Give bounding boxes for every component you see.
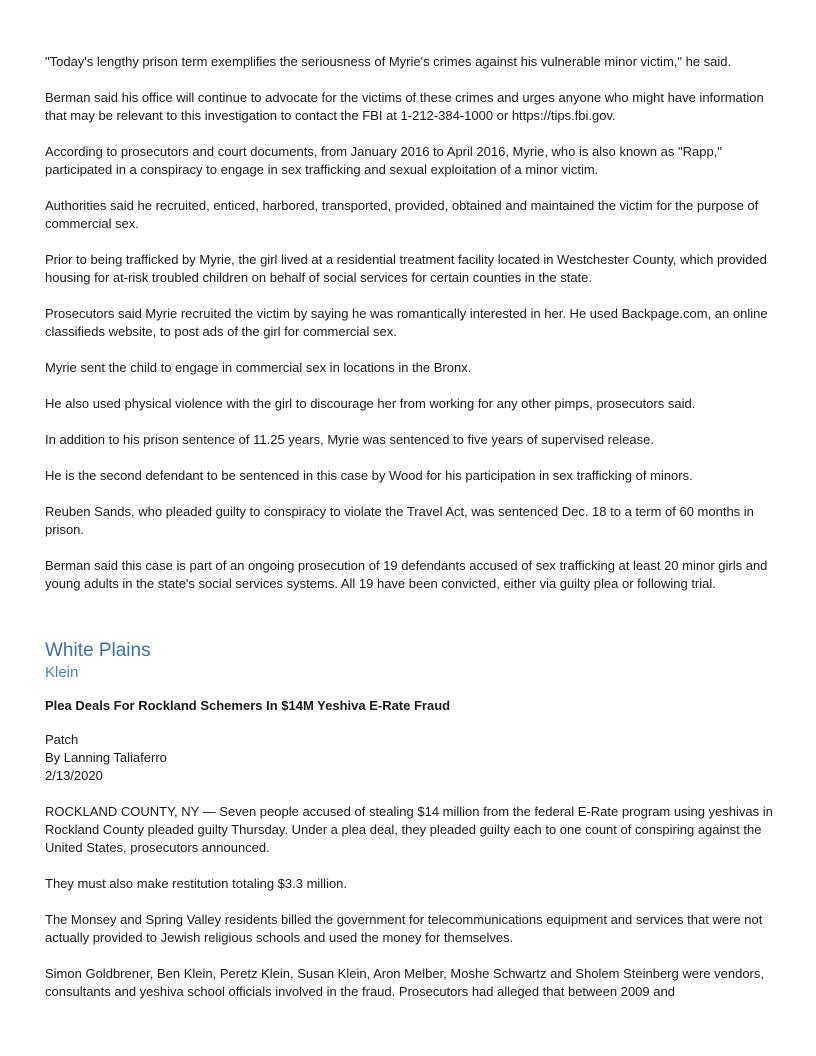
paragraph: Berman said his office will continue to advocate for the victims of these crimes and urges anyone who might have information that may be relevant to this investigation to contact the FBI at 1-212-384-1000 or https://tips.fbi.gov. <box>45 90 764 123</box>
article-byline: By Lanning Taliaferro <box>45 750 167 765</box>
paragraph: Berman said this case is part of an ongoing prosecution of 19 defendants accused of sex trafficking at least 20 minor girls and young adults in the state's social services systems. All 19 have been convicted, either via guilty plea or following trial. <box>45 558 768 591</box>
paragraph: "Today's lengthy prison term exemplifies the seriousness of Myrie's crimes against his vulnerable minor victim," he said. <box>45 54 732 69</box>
article-headline: Plea Deals For Rockland Schemers In $14M Yeshiva E-Rate Fraud <box>45 698 451 713</box>
article-source: Patch <box>45 732 79 747</box>
document-page <box>45 53 775 1019</box>
article-date: 2/13/2020 <box>45 768 103 783</box>
paragraph: Simon Goldbrener, Ben Klein, Peretz Klein, Susan Klein, Aron Melber, Moshe Schwartz and Sholem Steinberg were vendors, consultants and yeshiva school officials involved in the fraud. Prosecutors had alleged that between 2009 and <box>45 966 764 999</box>
paragraph: They must also make restitution totaling $3.3 million. <box>45 876 348 891</box>
section-white-plains <box>45 639 775 1001</box>
article-meta <box>45 731 775 785</box>
paragraph: Reuben Sands, who pleaded guilty to conspiracy to violate the Travel Act, was sentenced Dec. 18 to a term of 60 months in prison. <box>45 504 754 537</box>
section-title: White Plains <box>45 640 151 661</box>
paragraph: Prosecutors said Myrie recruited the victim by saying he was romantically interested in her. He used Backpage.com, an online classifieds website, to post ads of the girl for commercial sex. <box>45 306 768 339</box>
article-body-continued <box>45 53 775 593</box>
paragraph: In addition to his prison sentence of 11.25 years, Myrie was sentenced to five years of supervised release. <box>45 432 654 447</box>
paragraph: Authorities said he recruited, enticed, harbored, transported, provided, obtained and maintained the victim for the purpose of commercial sex. <box>45 198 759 231</box>
section-subtitle: Klein <box>45 664 79 681</box>
paragraph: He is the second defendant to be sentenced in this case by Wood for his participation in sex trafficking of minors. <box>45 468 693 483</box>
paragraph: Prior to being trafficked by Myrie, the girl lived at a residential treatment facility located in Westchester County, which provided housing for at-risk troubled children on behalf of social services for certain counties in the state. <box>45 252 767 285</box>
paragraph: According to prosecutors and court documents, from January 2016 to April 2016, Myrie, who is also known as "Rapp," participated in a conspiracy to engage in sex trafficking and sexual exploitation of a minor victim. <box>45 144 722 177</box>
paragraph: Myrie sent the child to engage in commercial sex in locations in the Bronx. <box>45 360 472 375</box>
paragraph: ROCKLAND COUNTY, NY — Seven people accused of stealing $14 million from the federal E-Rate program using yeshivas in Rockland County pleaded guilty Thursday. Under a plea deal, they pleaded guilty each to one count of conspiring against the United States, prosecutors announced. <box>45 804 773 855</box>
paragraph: The Monsey and Spring Valley residents billed the government for telecommunications equipment and services that were not actually provided to Jewish religious schools and used the money for themselves. <box>45 912 763 945</box>
section-spacer <box>45 611 775 639</box>
paragraph: He also used physical violence with the girl to discourage her from working for any other pimps, prosecutors said. <box>45 396 696 411</box>
